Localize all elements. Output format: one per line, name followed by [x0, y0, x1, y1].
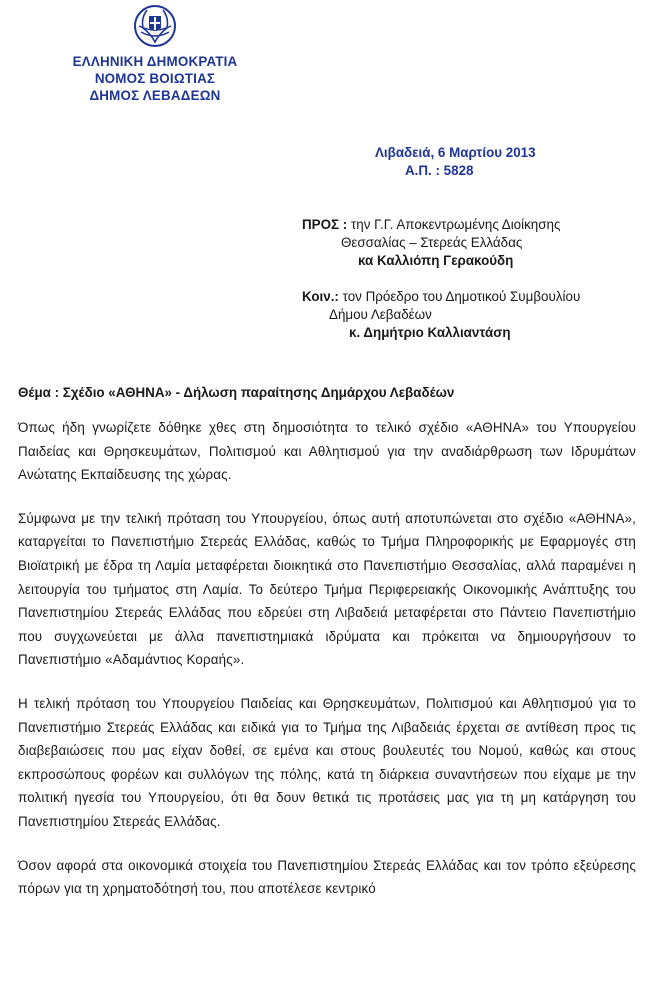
header-country: ΕΛΛΗΝΙΚΗ ΔΗΜΟΚΡΑΤΙΑ: [72, 54, 238, 69]
subject-line: Θέμα : Σχέδιο «ΑΘΗΝΑ» - Δήλωση παραίτησης Δημάρχου Λεβαδέων: [18, 385, 455, 400]
recipient-person: κα Καλλιόπη Γερακούδη: [358, 253, 514, 268]
cc-person: κ. Δημήτριο Καλλιαντάση: [349, 325, 511, 340]
cc-label: Κοιν.:: [302, 289, 339, 304]
cc-line2: Δήμου Λεβαδέων: [329, 307, 432, 322]
header-municipality: ΔΗΜΟΣ ΛΕΒΑΔΕΩΝ: [89, 88, 221, 103]
recipient-label: ΠΡΟΣ :: [302, 217, 348, 232]
cc-block: [302, 288, 580, 342]
paragraph: Σύμφωνα με την τελική πρόταση του Υπουργείου, όπως αυτή αποτυπώνεται στο σχέδιο «ΑΘΗΝΑ», καταργείται το Πανεπιστήμιο Στερεάς Ελλάδας, καθώς το Τμήμα Πληροφορικής με Εφαρμογές στη Βιοϊατρική με έδρα τη Λαμία μεταφέρεται διοικητικά στο Πανεπιστήμιο Θεσσαλίας, αλλά παραμένει η λειτουργία του τμήματος στη Λαμία. Το δεύτερο Τμήμα Περιφερειακής Οικονομικής Ανάπτυξης του Πανεπιστημίου Στερεάς Ελλάδας που εδρεύει στη Λιβαδειά μεταφέρεται στο Πάντειο Πανεπιστήμιο που συγχωνεύεται με άλλα πανεπιστημιακά ιδρύματα και πρόκειται να δημιουργήσουν το Πανεπιστήμιο «Αδαμάντιος Κοραής».: [18, 510, 636, 668]
header-prefecture: ΝΟΜΟΣ ΒΟΙΩΤΙΑΣ: [94, 71, 216, 86]
document-meta: [375, 144, 536, 180]
paragraph: Όσον αφορά στα οικονομικά στοιχεία του Πανεπιστημίου Στερεάς Ελλάδας και τον τρόπο εξεύρεσης πόρων για τη χρηματοδότησή του, που αποτέλεσε κεντρικό: [18, 857, 636, 897]
cc-line1: τον Πρόεδρο του Δημοτικού Συμβουλίου: [342, 289, 581, 304]
paragraph: Η τελική πρόταση του Υπουργείου Παιδείας και Θρησκευμάτων, Πολιτισμού και Αθλητισμού για το Πανεπιστήμιο Στερεάς Ελλάδας και ειδικά για το Τμήμα της Λιβαδειάς έρχεται σε αντίθεση προς τις διαβεβαιώσεις που μας είχαν δοθεί, σε εμένα και στους βουλευτές του Νομού, καθώς και στους εκπροσώπους φορέων και συλλόγων της πόλης, κατά τη διάρκεια συναντήσεων που είχαμε με την πολιτική ηγεσία του Υπουργείου, ότι θα δουν θετικά τις προτάσεις μας για τη μη κατάργηση του Πανεπιστημίου Στερεάς Ελλάδας.: [18, 695, 636, 829]
recipient-line1: την Γ.Γ. Αποκεντρωμένης Διοίκησης: [350, 217, 561, 232]
document-date: Λιβαδειά, 6 Μαρτίου 2013: [375, 145, 536, 160]
recipient-block: [302, 216, 560, 270]
paragraph: Όπως ήδη γνωρίζετε δόθηκε χθες στη δημοσιότητα το τελικό σχέδιο «ΑΘΗΝΑ» του Υπουργείου Παιδείας και Θρησκευμάτων, Πολιτισμού και Αθλητισμού για την αναδιάρθρωση των Ιδρυμάτων Ανώτατης Εκπαίδευσης της χώρας.: [18, 420, 636, 483]
letter-body: [18, 416, 636, 921]
protocol-number: Α.Π. : 5828: [405, 163, 474, 178]
recipient-line2: Θεσσαλίας – Στερεάς Ελλάδας: [341, 235, 523, 250]
letterhead: [40, 4, 270, 104]
greek-coat-of-arms-icon: [133, 4, 177, 48]
